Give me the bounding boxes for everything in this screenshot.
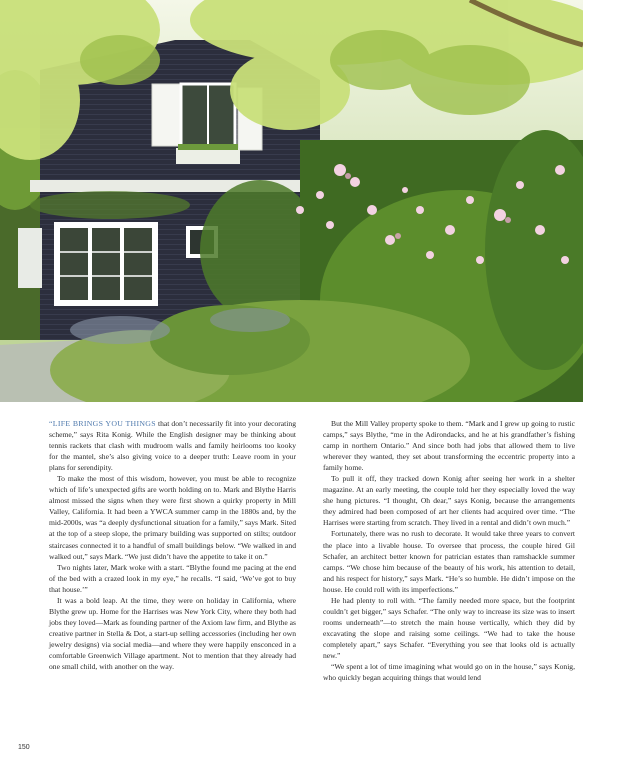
paragraph: Two nights later, Mark woke with a start. “Blythe found me pacing at the end of the bed with a crazed look in my eye,” he recalls. “I said, ‘We’ve got to buy that house.’” xyxy=(49,562,296,594)
lead-in: “LIFE BRINGS YOU THINGS xyxy=(49,419,156,428)
paragraph: “LIFE BRINGS YOU THINGS that don’t necessarily fit into your decorating scheme,” says Rita Konig. While the English designer may be thinking about tennis rackets that clash with mudroom walls and family heirlooms too kooky for the mantel, she’s also giving voice to a deeper truth: Leave room in your plans for serendipity. xyxy=(49,419,296,473)
page-number: 150 xyxy=(18,744,30,751)
house-garden-photo xyxy=(0,0,583,402)
paragraph: Fortunately, there was no rush to decorate. It would take three years to convert the place into a livable house. To oversee that process, the couple hired Gil Schafer, an architect better known for patrician estates than ramshackle summer camps. “We chose him because of the beauty of his work, his attention to detail, and his respect for history,” says Mark. “He’s so humble. He didn’t impose on the house. He could roll with its imperfections.” xyxy=(323,529,575,594)
article-left-column xyxy=(49,418,296,672)
article-right-column xyxy=(323,418,575,683)
paragraph: It was a bold leap. At the time, they were on holiday in California, where Blythe grew up. Home for the Harrises was New York City, where they both had jobs they loved—Mark as founding partner of the Axiom law firm, and Blythe as creative partner in Stella & Dot, a start-up selling accessories (including her own jewelry designs) via social media—and where they were happily ensconced in a comfortable Greenwich Village apartment. Not to mention that they already had one small child, with another on the way. xyxy=(49,595,296,672)
paragraph: To pull it off, they tracked down Konig after seeing her work in a shelter magazine. At an early meeting, the couple told her they especially loved the way she hung pictures. “I thought, Oh dear,” says Konig, because the arrangements they admired had been composed of art her clients had acquired over time. “The Harrises were starting from scratch. They lived in a rental and didn’t own much.” xyxy=(323,474,575,528)
paragraph: But the Mill Valley property spoke to them. “Mark and I grew up going to rustic camps,” says Blythe, “me in the Adirondacks, and he at his grandfather’s fishing camp in northern Ontario.” And since both had jobs that allowed them to live wherever they wanted, they set about transforming the eccentric property into a family home. xyxy=(323,419,575,473)
paragraph: To make the most of this wisdom, however, you must be able to recognize which of life’s unexpected gifts are worth holding on to. Mark and Blythe Harris almost missed the signs when they were first shown a quirky property in Mill Valley, California. It had been a YWCA summer camp in the 1880s and, by the mid-2000s, was “a deeply dysfunctional situation for a family,” says Mark. Sited at the top of a steep slope, the primary building was supported on stilts; outdoor staircases connected it to a handful of small buildings below. “We walked in and walked out,” says Mark. “We just didn’t have the appetite to take it on.” xyxy=(49,474,296,561)
paragraph: “We spent a lot of time imagining what would go on in the house,” says Konig, who quickly began acquiring things that would lend xyxy=(323,662,575,683)
paragraph: He had plenty to roll with. “The family needed more space, but the footprint couldn’t get bigger,” says Schafer. “The only way to increase its size was to insert rooms underneath”—to stretch the main house vertically, which they did by excavating the slope and raising some ceilings. “We had to take the house completely apart,” says Schafer. “Everything you see that looks old is actually new.” xyxy=(323,595,575,660)
